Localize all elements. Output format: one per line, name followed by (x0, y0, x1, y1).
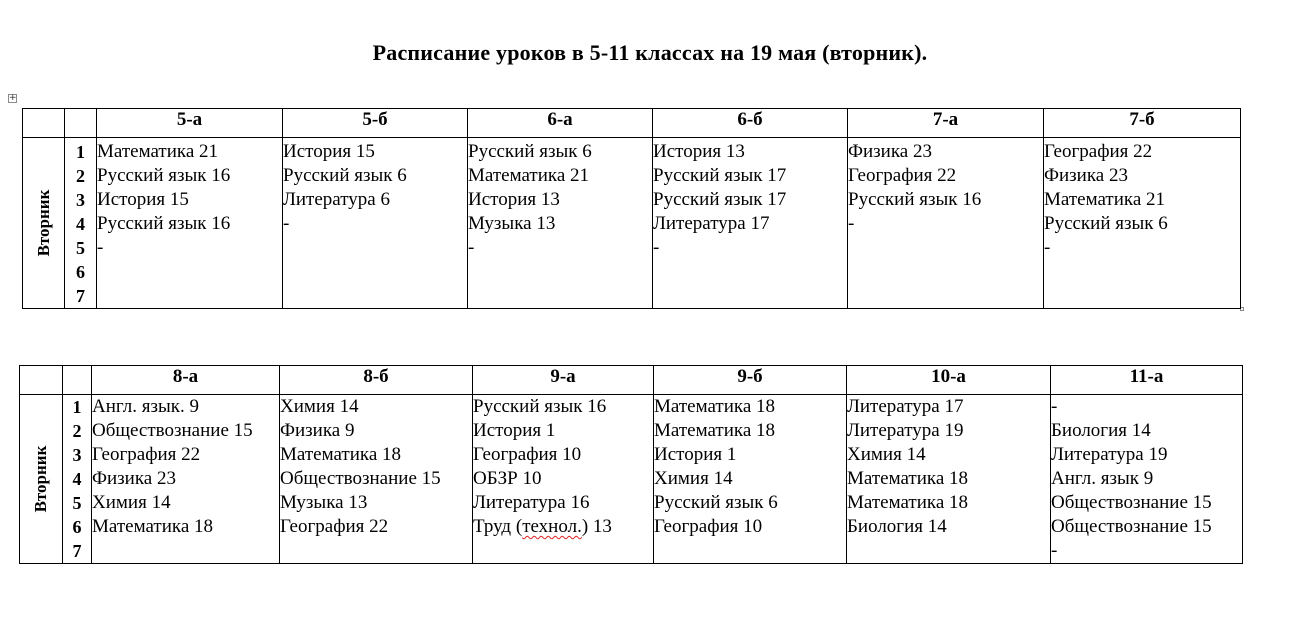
lessons-cell (283, 138, 468, 309)
lesson-entry: - (1051, 540, 1058, 561)
lesson-entry: Труд (технол.) 13 (473, 516, 612, 537)
lesson-entry: Физика 23 (1044, 165, 1128, 186)
lesson-entry: Математика 18 (847, 468, 969, 489)
lesson-entry: География 22 (92, 444, 201, 465)
lesson-entry: География 10 (473, 444, 582, 465)
lesson-entry: Химия 14 (280, 396, 359, 417)
lesson-entry: История 13 (653, 141, 745, 162)
lesson-entry: - (97, 237, 104, 258)
lesson-entry: Химия 14 (654, 468, 733, 489)
spellcheck-underline: технол. (522, 516, 582, 537)
lesson-number: 1 (72, 397, 82, 417)
lesson-entry: География 22 (1044, 141, 1153, 162)
lesson-number: 3 (72, 445, 82, 465)
lesson-entry: Русский язык 6 (1044, 213, 1168, 234)
class-header: 6-а (468, 109, 653, 138)
lesson-entry: География 10 (654, 516, 763, 537)
lesson-entry: Химия 14 (847, 444, 926, 465)
schedule-table-2 (19, 365, 1243, 564)
lessons-cell (473, 395, 654, 564)
number-header-cell (65, 109, 97, 138)
lesson-entry: Математика 21 (1044, 189, 1166, 210)
lesson-entry: Русский язык 16 (848, 189, 982, 210)
lesson-entry: - (653, 237, 660, 258)
lesson-entry: Математика 21 (468, 165, 590, 186)
lesson-number: 2 (72, 421, 82, 441)
lessons-cell (1051, 395, 1243, 564)
lesson-entry: Математика 18 (654, 420, 776, 441)
lesson-entry: Русский язык 6 (468, 141, 592, 162)
class-header: 9-а (473, 366, 654, 395)
lesson-entry: Обществознание 15 (280, 468, 441, 489)
corner-cell (20, 366, 63, 395)
lesson-entry: Русский язык 16 (473, 396, 607, 417)
lesson-entry: Русский язык 16 (97, 213, 231, 234)
day-cell (20, 395, 63, 564)
lesson-entry: - (848, 213, 855, 234)
lesson-entry: Математика 18 (654, 396, 776, 417)
lesson-number: 3 (76, 190, 85, 210)
lesson-entry: Англ. язык. 9 (92, 396, 199, 417)
class-header: 6-б (653, 109, 848, 138)
lesson-entry: Биология 14 (847, 516, 947, 537)
lesson-number: 4 (76, 214, 85, 234)
lesson-entry: Литература 17 (847, 396, 964, 417)
lesson-entry: Физика 23 (848, 141, 932, 162)
class-header: 9-б (654, 366, 847, 395)
lessons-cell (92, 395, 280, 564)
lesson-number: 6 (76, 262, 85, 282)
lesson-number: 2 (76, 166, 85, 186)
lesson-entry: География 22 (280, 516, 389, 537)
lesson-entry: Музыка 13 (468, 213, 556, 234)
lesson-entry: Русский язык 6 (654, 492, 778, 513)
lesson-number: 6 (72, 517, 82, 537)
lessons-cell (847, 395, 1051, 564)
lesson-entry: Литература 19 (1051, 444, 1168, 465)
lesson-entry: Обществознание 15 (1051, 492, 1212, 513)
lesson-entry: История 15 (97, 189, 189, 210)
lesson-entry: Обществознание 15 (92, 420, 253, 441)
lesson-entry: Русский язык 16 (97, 165, 231, 186)
lesson-entry: - (283, 213, 290, 234)
lesson-entry: Химия 14 (92, 492, 171, 513)
lessons-cell (280, 395, 473, 564)
class-header: 5-а (97, 109, 283, 138)
number-header-cell (63, 366, 92, 395)
schedule-table-1 (22, 108, 1241, 309)
lesson-entry: - (468, 237, 475, 258)
lesson-number: 7 (76, 286, 85, 306)
lessons-cell (1044, 138, 1241, 309)
lesson-entry: Англ. язык 9 (1051, 468, 1154, 489)
class-header: 11-а (1051, 366, 1243, 395)
lesson-entry: Литература 19 (847, 420, 964, 441)
move-table-icon[interactable]: + (9, 93, 17, 103)
class-header: 8-а (92, 366, 280, 395)
class-header: 7-а (848, 109, 1044, 138)
corner-cell (23, 109, 65, 138)
lesson-entry: Математика 18 (847, 492, 969, 513)
day-label: Вторник (31, 445, 50, 513)
page-title: Расписание уроков в 5-11 классах на 19 мая (вторник). (372, 40, 928, 65)
lesson-entry: Русский язык 17 (653, 165, 787, 186)
lessons-cell (848, 138, 1044, 309)
lesson-number: 7 (72, 541, 82, 561)
lesson-entry: Русский язык 6 (283, 165, 407, 186)
lesson-entry: География 22 (848, 165, 957, 186)
lesson-numbers (63, 395, 92, 564)
lesson-entry: Математика 21 (97, 141, 219, 162)
lesson-entry: ОБЗР 10 (473, 468, 542, 489)
lesson-entry: Обществознание 15 (1051, 516, 1212, 537)
lesson-entry: Математика 18 (280, 444, 402, 465)
lesson-entry: История 1 (473, 420, 556, 441)
lesson-entry: История 1 (654, 444, 737, 465)
lesson-number: 4 (72, 469, 82, 489)
lessons-cell (97, 138, 283, 309)
lesson-entry: Русский язык 17 (653, 189, 787, 210)
class-header: 10-а (847, 366, 1051, 395)
lesson-entry: - (1044, 237, 1051, 258)
lesson-entry: История 13 (468, 189, 560, 210)
lesson-entry: - (1051, 396, 1058, 417)
lesson-number: 5 (76, 238, 85, 258)
lessons-cell (653, 138, 848, 309)
lesson-entry: Литература 17 (653, 213, 770, 234)
class-header: 8-б (280, 366, 473, 395)
lessons-cell (654, 395, 847, 564)
day-label: Вторник (33, 189, 53, 257)
lesson-entry: Физика 23 (92, 468, 176, 489)
lessons-cell (468, 138, 653, 309)
lesson-entry: Физика 9 (280, 420, 355, 441)
lesson-entry: Математика 18 (92, 516, 214, 537)
lesson-number: 5 (72, 493, 82, 513)
lesson-entry: Литература 6 (283, 189, 390, 210)
lesson-numbers (65, 138, 97, 309)
day-cell (23, 138, 65, 309)
lesson-entry: Литература 16 (473, 492, 590, 513)
lesson-entry: Музыка 13 (280, 492, 368, 513)
class-header: 5-б (283, 109, 468, 138)
lesson-number: 1 (76, 142, 85, 162)
class-header: 7-б (1044, 109, 1241, 138)
lesson-entry: Биология 14 (1051, 420, 1151, 441)
lesson-entry: История 15 (283, 141, 375, 162)
